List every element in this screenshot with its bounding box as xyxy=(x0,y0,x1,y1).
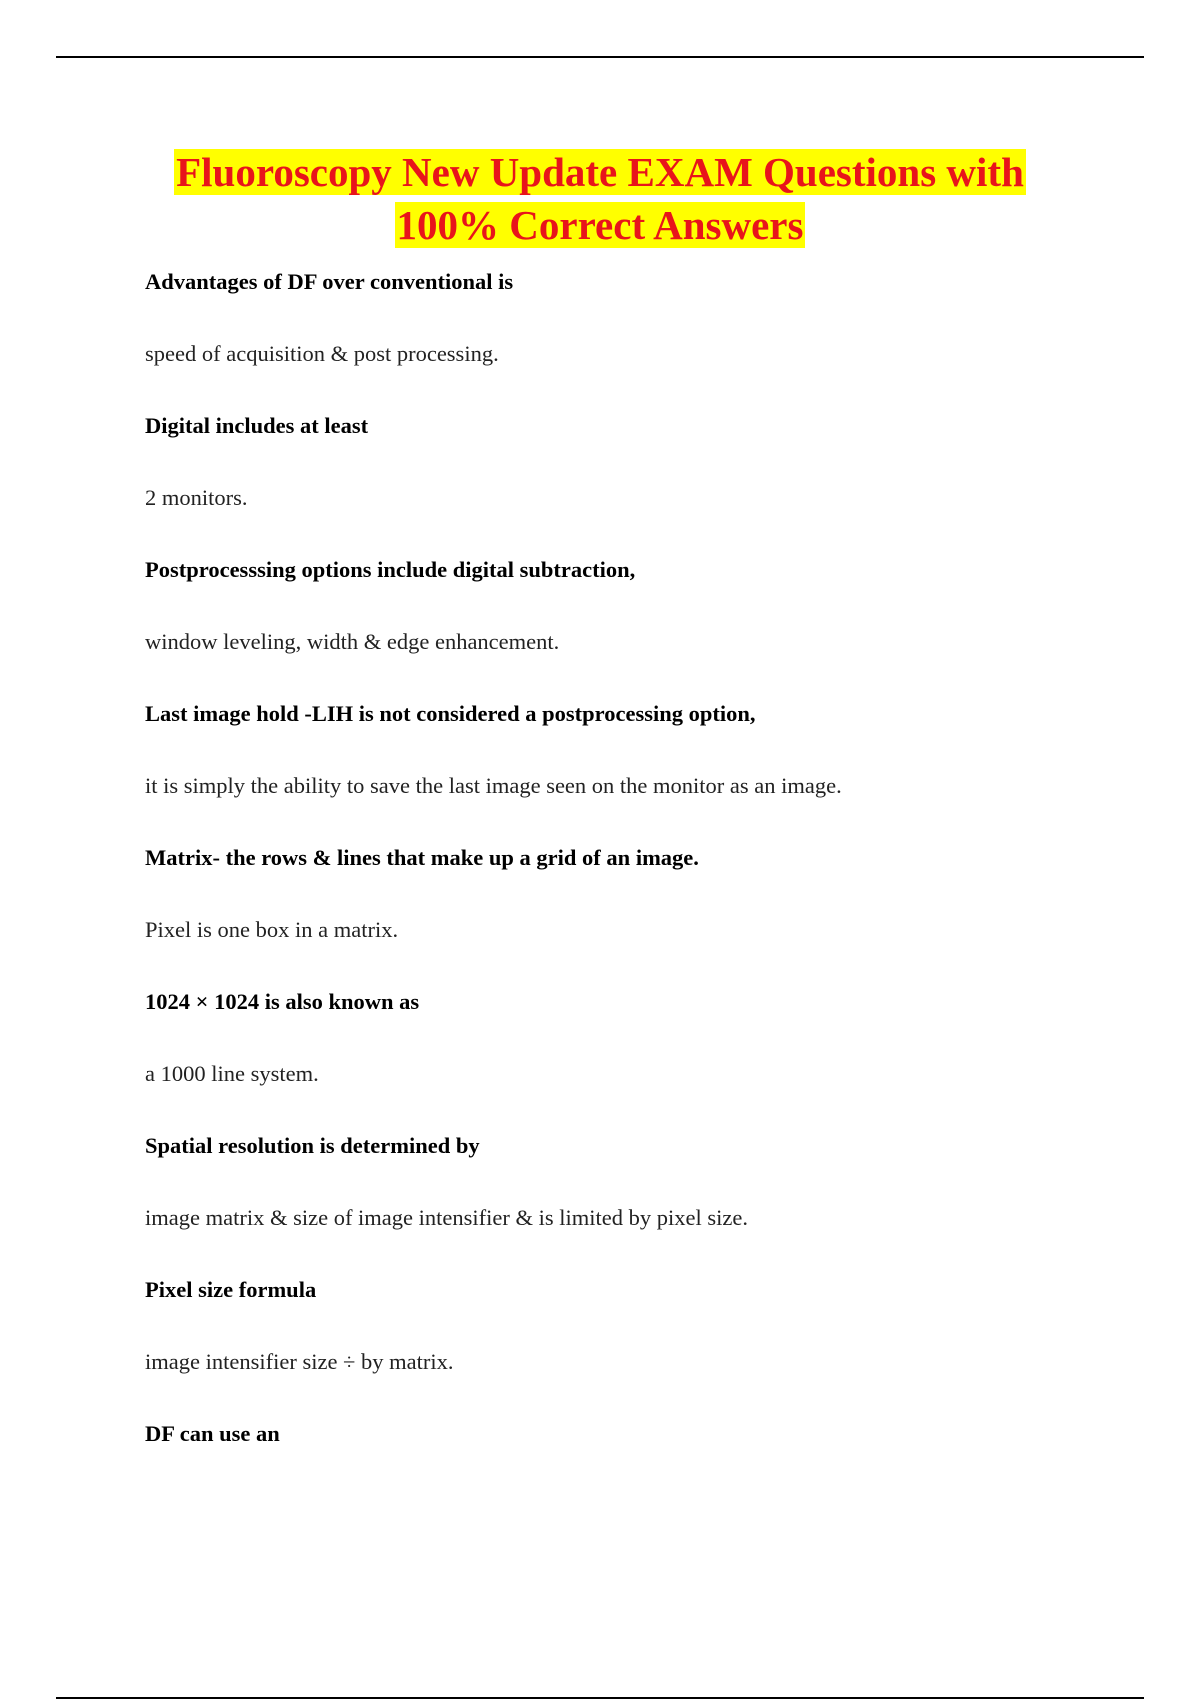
question-8: Pixel size formula xyxy=(145,1277,317,1302)
answer-4: it is simply the ability to save the last image seen on the monitor as an image. xyxy=(145,773,842,798)
question-6: 1024 × 1024 is also known as xyxy=(145,989,420,1014)
question-5: Matrix- the rows & lines that make up a grid of an image. xyxy=(145,845,699,870)
answer-2: 2 monitors. xyxy=(145,485,248,510)
answer-5: Pixel is one box in a matrix. xyxy=(145,917,399,942)
answer-1: speed of acquisition & post processing. xyxy=(145,341,499,366)
answer-8: image intensifier size ÷ by matrix. xyxy=(145,1349,454,1374)
question-2: Digital includes at least xyxy=(145,413,369,438)
answer-6: a 1000 line system. xyxy=(145,1061,319,1086)
question-4: Last image hold -LIH is not considered a postprocessing option, xyxy=(145,701,756,726)
title-line-2: 100% Correct Answers xyxy=(396,202,804,248)
question-7: Spatial resolution is determined by xyxy=(145,1133,480,1158)
answer-3: window leveling, width & edge enhancement. xyxy=(145,629,560,654)
question-9: DF can use an xyxy=(145,1421,280,1446)
header-rule xyxy=(56,56,1144,58)
qa-list xyxy=(145,262,1105,1486)
document-title xyxy=(0,146,1200,252)
question-3: Postprocesssing options include digital subtraction, xyxy=(145,557,636,582)
answer-7: image matrix & size of image intensifier & is limited by pixel size. xyxy=(145,1205,748,1230)
question-1: Advantages of DF over conventional is xyxy=(145,269,514,294)
title-line-1: Fluoroscopy New Update EXAM Questions with xyxy=(176,149,1024,195)
footer-rule xyxy=(56,1697,1144,1699)
